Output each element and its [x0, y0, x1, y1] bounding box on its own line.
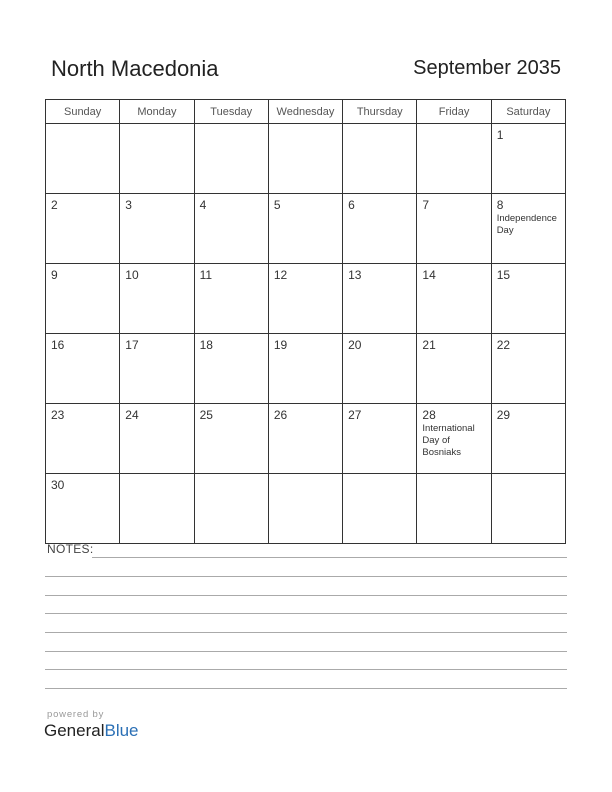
calendar-grid — [45, 99, 566, 544]
day-cell — [343, 194, 417, 264]
day-cell — [491, 474, 565, 544]
day-number: 18 — [199, 338, 213, 352]
day-number: 29 — [496, 408, 511, 422]
day-cell — [46, 194, 120, 264]
notes-line — [45, 595, 567, 596]
day-cell — [417, 124, 491, 194]
day-cell — [268, 334, 342, 404]
day-cell — [120, 404, 194, 474]
day-number: 19 — [273, 338, 288, 352]
day-number: 5 — [273, 198, 281, 212]
day-cell — [268, 194, 342, 264]
day-cell — [491, 124, 565, 194]
day-number: 20 — [348, 338, 362, 352]
week-row — [46, 194, 566, 264]
day-number: 9 — [51, 268, 58, 282]
day-cell — [343, 264, 417, 334]
weekday-header: Wednesday — [268, 100, 342, 124]
brand-general: General — [44, 721, 105, 740]
week-row — [46, 124, 566, 194]
day-cell — [417, 264, 491, 334]
notes-line — [45, 613, 567, 614]
day-cell — [194, 264, 268, 334]
day-number: 27 — [348, 408, 362, 422]
day-number: 14 — [422, 268, 436, 282]
day-number: 24 — [125, 408, 139, 422]
weekday-header: Monday — [120, 100, 194, 124]
day-cell — [120, 334, 194, 404]
day-cell — [194, 474, 268, 544]
notes-label: NOTES: — [47, 542, 94, 556]
day-cell — [491, 334, 565, 404]
day-cell — [194, 194, 268, 264]
day-cell — [46, 124, 120, 194]
day-cell — [46, 264, 120, 334]
day-cell — [46, 474, 120, 544]
notes-line — [92, 557, 567, 558]
day-number: 12 — [273, 268, 288, 282]
day-cell — [268, 404, 342, 474]
day-cell — [194, 124, 268, 194]
day-number: 26 — [273, 408, 288, 422]
day-cell — [491, 404, 565, 474]
day-cell — [491, 194, 565, 264]
day-cell — [343, 334, 417, 404]
brand-blue: Blue — [104, 721, 139, 740]
notes-line — [45, 632, 567, 633]
holiday-label: International Day of Bosniaks — [422, 423, 475, 458]
notes-line — [45, 651, 567, 652]
day-cell — [194, 404, 268, 474]
notes-line — [45, 669, 567, 670]
day-cell — [120, 474, 194, 544]
day-number: 30 — [51, 478, 65, 492]
weekday-header: Thursday — [343, 100, 417, 124]
week-row — [46, 334, 566, 404]
weekday-header: Saturday — [491, 100, 565, 124]
day-number: 17 — [125, 338, 139, 352]
powered-by-text: powered by — [47, 709, 105, 720]
notes-line — [45, 688, 567, 689]
weekday-header: Friday — [417, 100, 491, 124]
day-number: 16 — [51, 338, 65, 352]
day-cell — [343, 474, 417, 544]
day-number: 4 — [199, 198, 207, 212]
day-number: 25 — [199, 408, 213, 422]
day-cell — [417, 474, 491, 544]
notes-line — [45, 576, 567, 577]
day-cell — [120, 264, 194, 334]
day-number: 10 — [125, 268, 139, 282]
day-cell — [417, 404, 491, 474]
weekday-header: Tuesday — [194, 100, 268, 124]
country-title: North Macedonia — [51, 56, 219, 81]
day-cell — [491, 264, 565, 334]
day-number: 22 — [496, 338, 511, 352]
weekday-header-row — [46, 100, 566, 124]
day-cell — [268, 124, 342, 194]
day-cell — [268, 264, 342, 334]
month-year-title: September 2035 — [413, 57, 561, 79]
day-number: 2 — [51, 198, 58, 212]
day-number: 15 — [496, 268, 511, 282]
day-number: 8 — [496, 198, 504, 212]
day-cell — [46, 404, 120, 474]
day-number: 23 — [51, 408, 65, 422]
day-number: 28 — [422, 408, 436, 422]
day-cell — [120, 124, 194, 194]
day-cell — [120, 194, 194, 264]
brand-logo — [44, 721, 139, 741]
day-cell — [343, 404, 417, 474]
day-cell — [194, 334, 268, 404]
day-cell — [268, 474, 342, 544]
weekday-header: Sunday — [46, 100, 120, 124]
day-number: 3 — [125, 198, 132, 212]
day-cell — [417, 334, 491, 404]
day-number: 6 — [348, 198, 355, 212]
day-number: 13 — [348, 268, 362, 282]
day-number: 7 — [422, 198, 430, 212]
week-row — [46, 474, 566, 544]
day-number: 1 — [496, 128, 504, 142]
holiday-label: Independence Day — [496, 213, 557, 236]
day-cell — [46, 334, 120, 404]
day-number: 21 — [422, 338, 436, 352]
week-row — [46, 404, 566, 474]
day-number: 11 — [199, 268, 213, 282]
day-cell — [343, 124, 417, 194]
day-cell — [417, 194, 491, 264]
week-row — [46, 264, 566, 334]
